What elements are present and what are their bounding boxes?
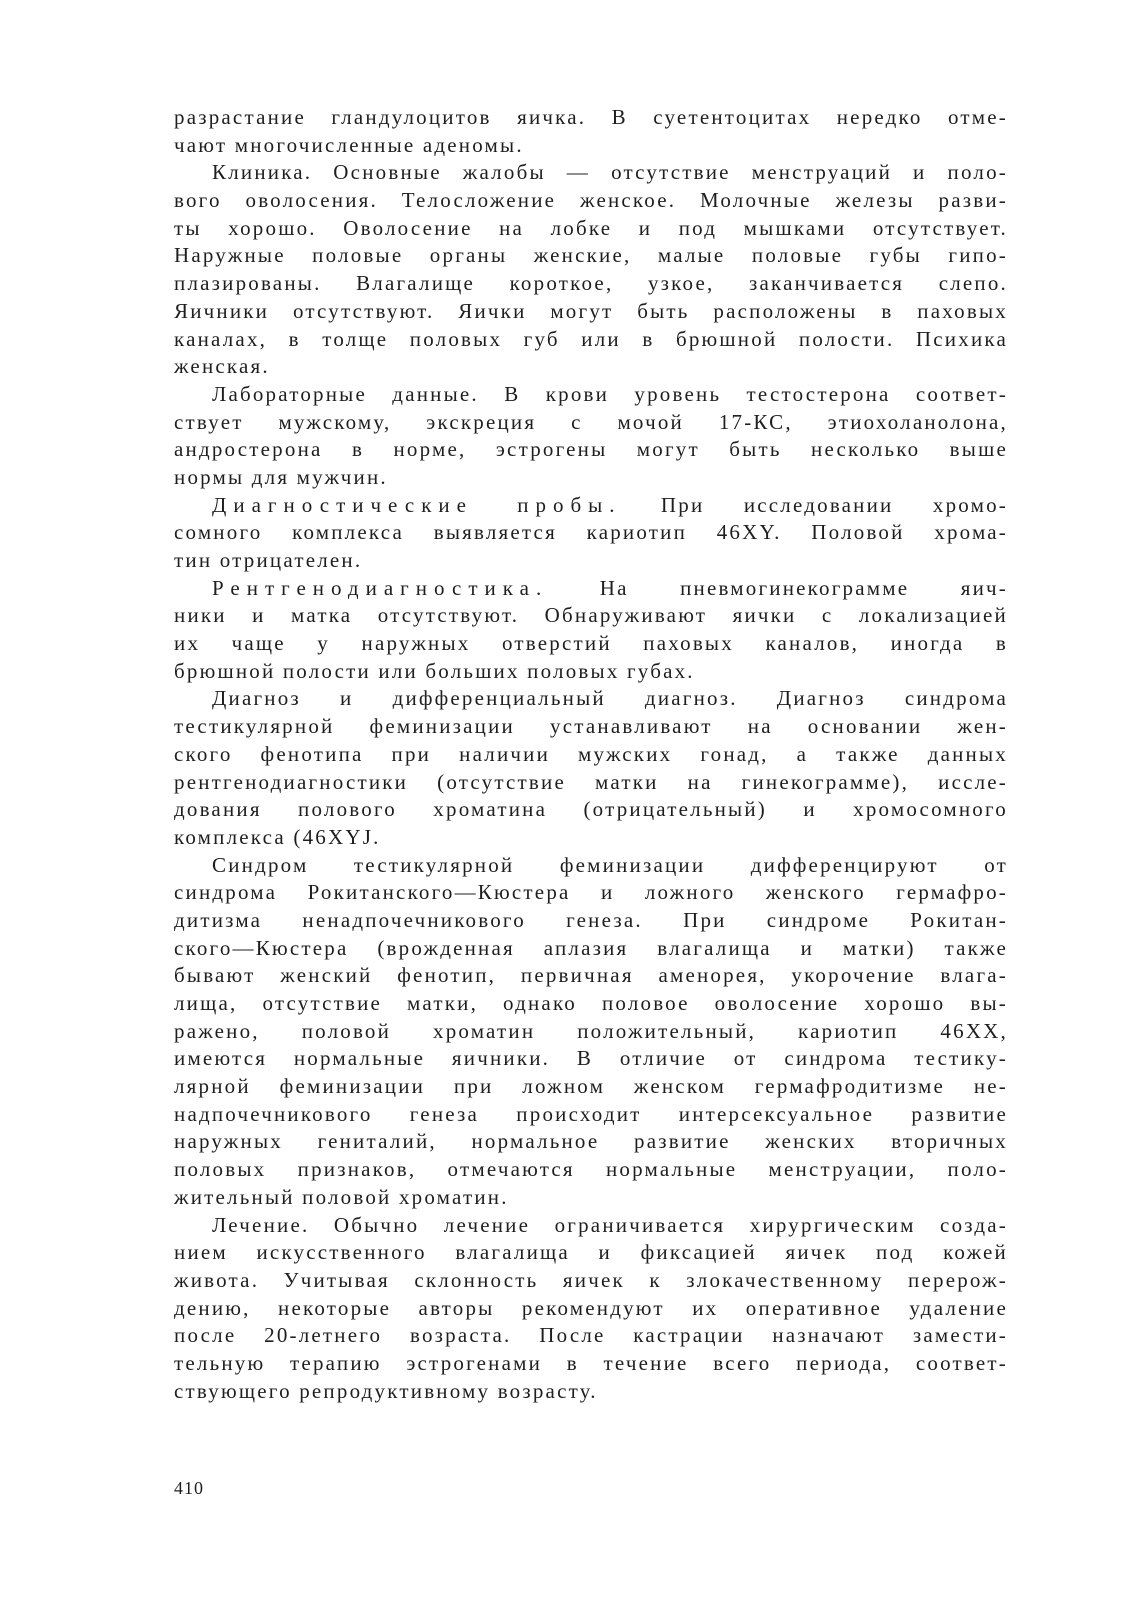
paragraph xyxy=(174,685,1008,851)
text-line xyxy=(174,492,1008,520)
text-line: ствующего репродуктивному возрасту. xyxy=(174,1378,598,1403)
text-line: рентгенодиагностики (отсутствие матки на гинекограмме), иссле- xyxy=(174,769,1008,794)
text-line: Яичники отсутствуют. Яички могут быть расположены в паховых xyxy=(174,298,1008,323)
line-text: На пневмогинекограмме яич- xyxy=(548,575,1008,600)
text-line: Лабораторные данные. В крови уровень тестостерона соответ- xyxy=(212,381,1008,406)
text-line: надпочечникового генеза происходит интерсексуальное развитие xyxy=(174,1101,1008,1126)
text-line: комплекса (46XYJ. xyxy=(174,824,381,849)
text-line: чают многочисленные аденомы. xyxy=(174,132,524,157)
text-line: женская. xyxy=(174,354,270,379)
paragraph xyxy=(174,492,1008,575)
text-line: андростерона в норме, эстрогены могут быть несколько выше xyxy=(174,437,1008,462)
text-line: ствует мужскому, экскреция с мочой 17-КС, этиохоланолона, xyxy=(174,409,1008,434)
spaced-heading: Диагностические пробы. xyxy=(212,492,622,517)
text-line: дению, некоторые авторы рекомендуют их оперативное удаление xyxy=(174,1295,1008,1320)
body-text xyxy=(174,104,1008,1405)
text-line: разрастание глaндулоцитов яичка. В суетентоцитах нередко отме- xyxy=(174,105,1008,129)
text-line: тин отрицателен. xyxy=(174,548,363,572)
text-line: нием искусственного влагалища и фиксацией яичек под кожей xyxy=(174,1240,1008,1265)
text-line: лярной феминизации при ложном женском гермафродитизме не- xyxy=(174,1074,1008,1099)
text-line: тельную терапию эстрогенами в течение всего периода, соответ- xyxy=(174,1350,1008,1375)
text-line: брюшной полости или больших половых губах. xyxy=(174,658,695,683)
text-line: плазированы. Влагалище короткое, узкое, заканчивается слепо. xyxy=(174,271,1008,296)
text-line: ники и матка отсутствуют. Обнаруживают яички с локализацией xyxy=(174,603,1008,628)
text-line: их чаще у наружных отверстий паховых каналов, иногда в xyxy=(174,631,1008,656)
text-line: лища, отсутствие матки, однако половое оволосение хорошо вы- xyxy=(174,991,1008,1015)
text-line: Наружные половые органы женские, малые половые губы гипо- xyxy=(174,243,1008,268)
text-line: Синдром тестикулярной феминизации дифференцируют от xyxy=(212,852,1008,877)
text-line: Диагноз и дифференциальный диагноз. Диагноз синдрома xyxy=(212,686,1008,711)
text-line: ражено, половой хроматин положительный, кариотип 46XX, xyxy=(174,1018,1008,1043)
paragraph xyxy=(174,852,1008,1212)
text-line: живота. Учитывая склонность яичек к злокачественному перерож- xyxy=(174,1267,1008,1292)
text-line: бывают женский фенотип, первичная аменорея, укорочение влага- xyxy=(174,963,1008,988)
text-line: ты хорошо. Оволосение на лобке и под мышками отсутствует. xyxy=(174,215,1008,240)
paragraph xyxy=(174,159,1008,381)
line-text: При исследовании хромо- xyxy=(621,492,1008,517)
spaced-heading: Рентгенодиагностика. xyxy=(212,575,549,600)
text-line: тестикулярной феминизации устанавливают на основании жен- xyxy=(174,714,1008,739)
paragraph xyxy=(174,381,1008,492)
text-line: вого оволосения. Телосложение женское. Молочные железы разви- xyxy=(174,188,1008,213)
text-line: дования полового хроматина (отрицательный) и хромосомного xyxy=(174,797,1008,822)
text-line: сомного комплекса выявляется кариотип 46XY. Половой хрома- xyxy=(174,520,1008,545)
text-line: Клиника. Основные жалобы — отсутствие менструаций и поло- xyxy=(212,160,1008,185)
text-line: каналах, в толще половых губ или в брюшной полости. Психика xyxy=(174,326,1008,351)
paragraph xyxy=(174,575,1008,686)
text-line: дитизма ненадпочечникового генеза. При синдроме Рокитан- xyxy=(174,907,1008,932)
paragraph xyxy=(174,1212,1008,1406)
text-line: половых признаков, отмечаются нормальные менструации, поло- xyxy=(174,1157,1008,1182)
text-line: синдрома Рокитанского—Кюстера и ложного женского гермафро- xyxy=(174,880,1008,905)
page-number: 410 xyxy=(174,1478,204,1498)
text-line: наружных гениталий, нормальное развитие женских вторичных xyxy=(174,1129,1008,1154)
paragraph xyxy=(174,104,1008,159)
text-line: ского—Кюстера (врожденная аплазия влагалища и матки) также xyxy=(174,935,1008,960)
text-line: жительный половой хроматин. xyxy=(174,1184,509,1209)
text-line xyxy=(174,575,1008,603)
text-line: Лечение. Обычно лечение ограничивается хирургическим созда- xyxy=(212,1212,1008,1237)
text-line: нормы для мужчин. xyxy=(174,464,388,489)
text-line: ского фенотипа при наличии мужских гонад, а также данных xyxy=(174,741,1008,766)
text-line: имеются нормальные яичники. В отличие от синдрома тестику- xyxy=(174,1046,1008,1071)
text-line: после 20-летнего возраста. После кастрации назначают замести- xyxy=(174,1323,1008,1348)
